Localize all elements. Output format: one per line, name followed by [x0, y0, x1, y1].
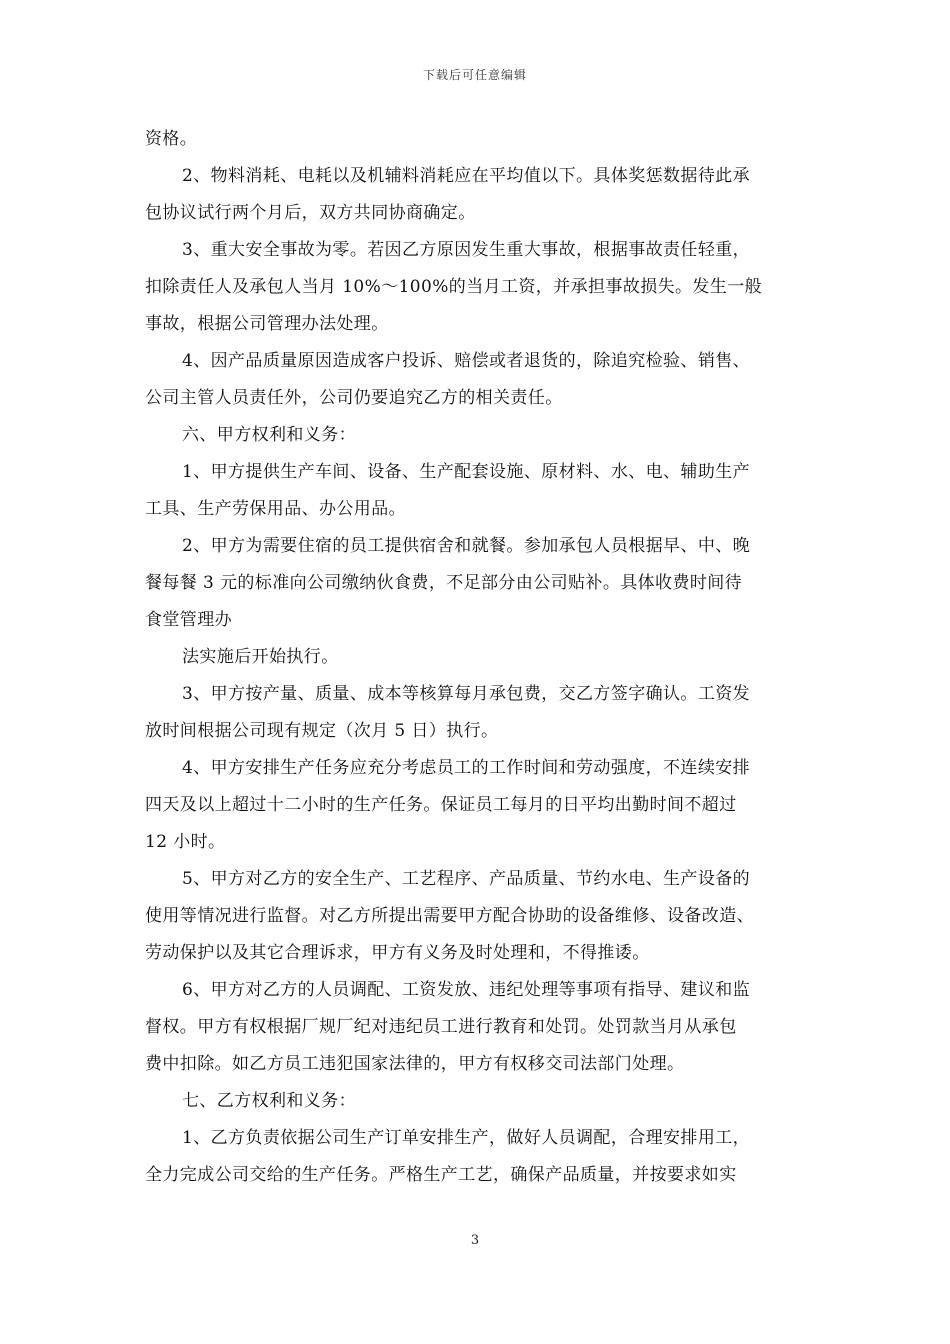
text-line: 包协议试行两个月后，双方共同协商确定。: [145, 203, 476, 223]
text-line: 六、甲方权利和义务：: [182, 425, 356, 445]
text-line: 2、甲方为需要住宿的员工提供宿舍和就餐。参加承包人员根据早、中、晚: [182, 536, 751, 556]
text-line: 使用等情况进行监督。对乙方所提出需要甲方配合协助的设备维修、设备改造、: [145, 906, 754, 926]
text-line: 1、甲方提供生产车间、设备、生产配套设施、原材料、水、电、辅助生产: [182, 462, 751, 482]
text-line: 费中扣除。如乙方员工违犯国家法律的，甲方有权移交司法部门处理。: [145, 1054, 685, 1074]
text-line: 4、甲方安排生产任务应充分考虑员工的工作时间和劳动强度，不连续安排: [182, 758, 751, 778]
text-line: 劳动保护以及其它合理诉求，甲方有义务及时处理和，不得推诿。: [145, 943, 650, 963]
text-line: 工具、生产劳保用品、办公用品。: [145, 499, 406, 519]
text-line: 督权。甲方有权根据厂规厂纪对违纪员工进行教育和处罚。处罚款当月从承包: [145, 1017, 737, 1037]
text-line: 5、甲方对乙方的安全生产、工艺程序、产品质量、节约水电、生产设备的: [182, 869, 751, 889]
text-line: 餐每餐 3 元的标准向公司缴纳伙食费，不足部分由公司贴补。具体收费时间待: [145, 573, 743, 593]
text-line: 扣除责任人及承包人当月 10%～100%的当月工资，并承担事故损失。发生一般: [145, 277, 762, 297]
text-line: 放时间根据公司现有规定（次月 5 日）执行。: [145, 721, 499, 741]
text-line: 法实施后开始执行。: [182, 647, 339, 667]
text-line: 公司主管人员责任外，公司仍要追究乙方的相关责任。: [145, 388, 563, 408]
text-line: 6、甲方对乙方的人员调配、工资发放、违纪处理等事项有指导、建议和监: [182, 980, 751, 1000]
text-line: 4、因产品质量原因造成客户投诉、赔偿或者退货的，除追究检验、销售、: [182, 351, 751, 371]
page-header: 下载后可任意编辑: [422, 68, 527, 82]
text-line: 3、甲方按产量、质量、成本等核算每月承包费，交乙方签字确认。工资发: [182, 684, 751, 704]
text-line: 事故，根据公司管理办法处理。: [145, 314, 389, 334]
page-number: 3: [470, 1233, 480, 1248]
document-body: [145, 121, 807, 1194]
text-line: 12 小时。: [145, 832, 226, 852]
text-line: 资格。: [145, 129, 198, 149]
text-line: 3、重大安全事故为零。若因乙方原因发生重大事故，根据事故责任轻重，: [182, 240, 751, 260]
text-line: 2、物料消耗、电耗以及机辅料消耗应在平均值以下。具体奖惩数据待此承: [182, 166, 751, 186]
text-line: 四天及以上超过十二小时的生产任务。保证员工每月的日平均出勤时间不超过: [145, 795, 737, 815]
text-line: 七、乙方权利和义务：: [182, 1091, 356, 1111]
text-line: 食堂管理办: [145, 610, 232, 630]
text-line: 1、乙方负责依据公司生产订单安排生产，做好人员调配，合理安排用工，: [182, 1128, 751, 1148]
text-line: 全力完成公司交给的生产任务。严格生产工艺，确保产品质量，并按要求如实: [145, 1165, 737, 1185]
